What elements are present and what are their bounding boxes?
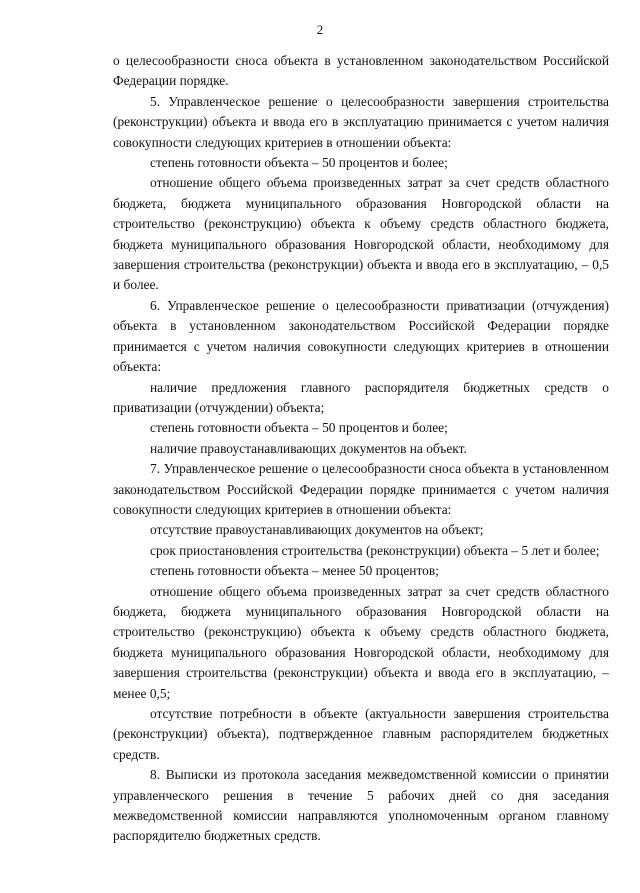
paragraph-item-8: 8. Выписки из протокола заседания межведомственной комиссии о принятии управленческого решения в течение 5 рабочих дней со дня заседания межведомственной комиссии направляются уполномоченным органом главному распорядителю бюджетных средств.: [113, 767, 609, 844]
criterion-readiness: степень готовности объекта – 50 процентов и более;: [150, 420, 448, 436]
paragraph-item-7: 7. Управленческое решение о целесообразности сноса объекта в установленном законодательством Российской Федерации порядке принимается с учетом наличия совокупности следующих критериев в отношении объекта:: [113, 461, 609, 517]
page-number: 2: [316, 22, 324, 37]
paragraph-item-5: 5. Управленческое решение о целесообразности завершения строительства (реконструкции) объекта и ввода его в эксплуатацию принимается с учетом наличия совокупности следующих критериев в отношении объекта:: [113, 93, 609, 150]
criterion-documents: наличие правоустанавливающих документов на объект.: [150, 440, 467, 456]
criterion-suspension-period: срок приостановления строительства (реконструкции) объекта – 5 лет и более;: [150, 542, 600, 558]
paragraph-continuation: о целесообразности сноса объекта в установленном законодательством Российской Федерации порядке.: [113, 53, 609, 89]
criterion-low-cost-ratio: отношение общего объема произведенных затрат за счет средств областного бюджета, бюджета муниципального образования Новгородской области на строительство (реконструкцию) объекта к объему средств областного бюджета, бюджета муниципального образования Новгородской области, необходимому для завершения строительства (реконструкции) объекта и ввода его в эксплуатацию, – менее 0,5;: [113, 583, 609, 701]
paragraph-item-6: 6. Управленческое решение о целесообразности приватизации (отчуждения) объекта в установленном законодательством Российской Федерации порядке принимается с учетом наличия совокупности следующих критериев в отношении объекта:: [113, 297, 609, 375]
document-body: [113, 51, 609, 847]
criterion-no-documents: отсутствие правоустанавливающих документов на объект;: [150, 522, 484, 538]
criterion-proposal: наличие предложения главного распорядителя бюджетных средств о приватизации (отчуждении) объекта;: [113, 379, 609, 415]
criterion-low-readiness: степень готовности объекта – менее 50 процентов;: [150, 563, 439, 579]
criterion-cost-ratio: отношение общего объема произведенных затрат за счет средств областного бюджета, бюджета муниципального образования Новгородской области на строительство (реконструкцию) объекта к объему средств областного бюджета, бюджета муниципального образования Новгородской области, необходимому для завершения строительства (реконструкции) объекта и ввода его в эксплуатацию, – 0,5 и более.: [113, 175, 609, 293]
criterion-no-need: отсутствие потребности в объекте (актуальности завершения строительства (реконструкции) объекта), подтвержденное главным распорядителем бюджетных средств.: [113, 706, 609, 762]
criterion-readiness: степень готовности объекта – 50 процентов и более;: [150, 155, 448, 171]
